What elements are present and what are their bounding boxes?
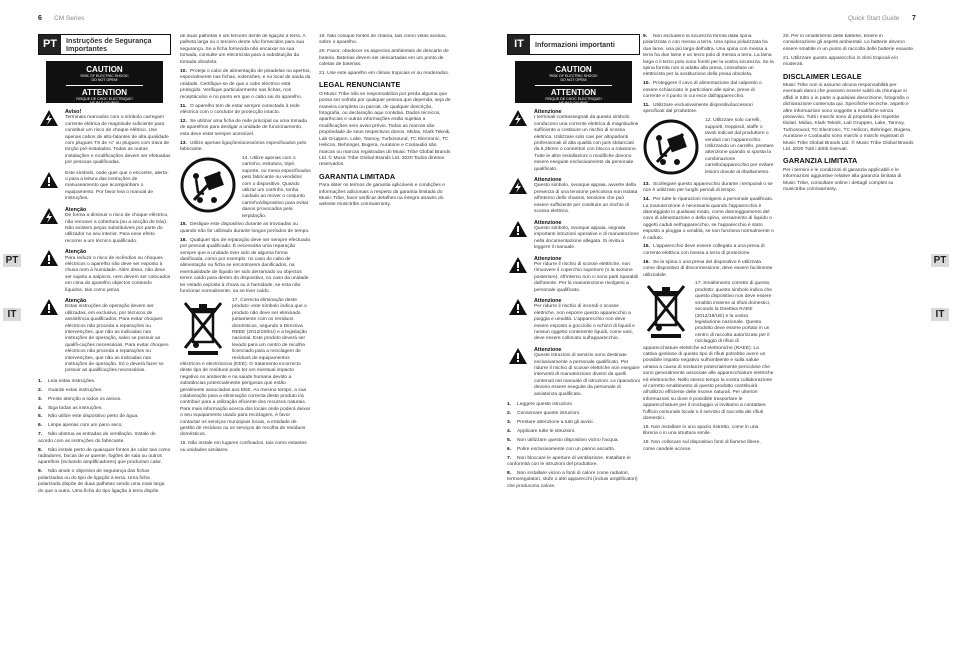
- it-column-2: [643, 34, 774, 634]
- list-item: 19. Não coloque fontes de chama, tais como velas acesas, sobre o aparelho.: [319, 34, 447, 46]
- pt-warranty-heading: GARANTIA LIMITADA: [319, 171, 396, 181]
- it-warning-3: Attenzione Questo simbolo, ovunque appaia, segnala importanti istruzioni operative e di manutenzione nella documentazione allegata. Si invita a leggere il manuale.: [507, 220, 640, 252]
- list-item: 9. Non escludere la sicurezza fornita dalla spina polarizzata o con messa a terra. Una spina polarizzata ha due lame, una più larga dell'altra. Una spina con messa a terra ha due lame e un terzo polo di messa a terra. La lama larga o il terzo polo sono forniti per la vostra sicurezza. Se la spina fornita non si adatta alla presa, consultare un elettricista per la sostituzione della presa obsoleta.: [643, 34, 774, 78]
- list-item: 15. Desligue este dispositivo durante as trovoadas ou quando não for utilizado durante longos períodos de tempo.: [180, 222, 310, 234]
- list-item: 6. Limpe apenas com um pano seco.: [38, 423, 123, 429]
- pt-caution-label: CAUTION RISK OF ELECTRIC SHOCK! DO NOT OPEN! ATTENTION RISQUE DE CHOC ELECTRIQUE! NE PAS OUVRIR!: [46, 61, 163, 103]
- lightning-triangle-icon: [507, 177, 529, 215]
- list-item: 9. Não anule o objectivo de segurança das fichas polarizadas ou do tipo de ligação à terra. Uma ficha polarizada dispõe de duas palhetas sendo uma mais larga do que a outra. Uma ficha do tipo ligação à terra dispõe: [38, 469, 165, 494]
- series-name: CM Series: [54, 15, 85, 22]
- side-tab-pt-right: PT: [931, 254, 949, 267]
- pt-column-1: [38, 34, 171, 634]
- list-item: 10. Proteggere il cavo di alimentazione dal calpestio o essere schiacciato in particolare alle spine, prese di corrente e il punto in cui esce dall'apparecchio.: [643, 81, 762, 100]
- pt-legal-text: O Music Tribe não se responsabiliza por perda alguma que possa ser sofrida por qualquer pessoa que dependa, seja de maneira completa ou parcial, de qualquer descrição, fotografia, ou declaração aqui contidas. Dados técnicos, aparências e outras informações estão sujeitas a modificações sem aviso prévio. Todas as marcas são propriedade de seus respectivos donos. Midas, Klark Teknik, Lab Gruppen, Lake, Tannoy, Turbosound, TC Electronic, TC Helicon, Behringer, Bugera, Auratone e Coolaudio são marcas ou marcas registradas do Music Tribe Global Brands Ltd. © Music Tribe Global Brands Ltd. 2020 Todos direitos reservados.: [319, 91, 451, 168]
- exclamation-triangle-icon: [38, 249, 60, 294]
- list-item: 18. Não instale em lugares confinados, tais como estantes ou unidades similares.: [180, 441, 307, 453]
- exclamation-triangle-icon: [507, 256, 529, 294]
- pt-column-3: [319, 34, 451, 634]
- lightning-triangle-icon: [38, 207, 60, 245]
- it-column-1: [507, 34, 640, 634]
- side-tab-pt-left: PT: [3, 254, 21, 267]
- it-banner: [507, 34, 640, 55]
- list-item: 20. Favor, obedecer os aspectos ambientais de descarte de bateria. Baterias devem ser descartadas em um ponto de coletas de baterias.: [319, 49, 449, 68]
- it-section-title: Informazioni importanti: [535, 39, 615, 49]
- it-warning-1: Attenzione I terminali contrassegnati da questo simbolo conducono una corrente elettrica di magnitudine sufficiente a costituire un rischio di scossa elettrica. Utilizzare solo cavi per altoparlanti professionali di alta qualità con jack sbilanciati da 6,35mm o connettori con blocco a rotazione. Tutte le altre installazioni o modifiche devono essere eseguite esclusivamente da personale qualificato.: [507, 109, 640, 173]
- exclamation-triangle-icon: [38, 298, 60, 375]
- pt-banner: [38, 34, 171, 55]
- it-warning-4: Attenzione Per ridurre il rischio di scosse elettriche, non rimuovere il coperchio superiore (o la sezione posteriore). All'interno non ci sono parti riparabili dall'utente. Per la manutenzione rivolgersi a personale qualificato.: [507, 256, 640, 294]
- page-number-left: 6: [38, 15, 42, 22]
- it-legal-text: Music Tribe non si assume alcuna responsabilità per eventuali danni che possono essere subiti da chiunque si affidi in tutto o in parte a qualsiasi descrizione, fotografia o dichiarazione contenuta qui. Specifiche tecniche, aspetti e altre informazioni sono soggette a modifiche senza preavviso. Tutti i marchi sono di proprietà dei rispettivi titolari. Midas, Klark Teknik, Lab Gruppen, Lake, Tannoy, Turbosound, TC Electronic, TC Helicon, Behringer, Bugera, Auratone e Coolaudio sono marchi o marchi registrati di Music Tribe Global Brands Ltd. © Music Tribe Global Brands Ltd. 2020 Tutti i diritti riservati.: [783, 82, 914, 152]
- pt-warning-3: Atenção De forma a diminuir o risco de choque eléctrico, não remover a cobertura (ou a secção de trás). Não existem peças substituíveis por parte do utilizador no seu interior. Para esse efeito recorrer a um técnico qualificado.: [38, 207, 171, 245]
- list-item: 2. Conservare queste istruzioni.: [507, 410, 581, 416]
- list-item: 19. Non collocare sul dispositivo fonti di fiamme libere, come candele accese.: [643, 440, 761, 452]
- pt-warning-4: Atenção Para reduzir o risco de incêndios ou choques eléctricos o aparelho não deve ser exposto à chuva nem à humidade. Além disso, não deve ser sujeito a salpicos, nem devem ser colocados em cima do aparelho objectos contendo líquidos, tais como jarras.: [38, 249, 171, 294]
- list-item: 21. Utilizzare questo apparecchio in climi tropicali e/o moderati.: [783, 55, 898, 68]
- list-item: 11. Utilizzare esclusivamente dispositivi/accessori specificati dal produttore.: [643, 103, 753, 115]
- it-column-3: [783, 34, 915, 634]
- pt-instructions-list-a: [38, 379, 171, 495]
- pt-section-title: Instruções de Segurança Importantes: [66, 35, 152, 53]
- pt-legal-heading: LEGAL RENUNCIANTE: [319, 80, 401, 90]
- it-warning-2: Attenzione Questo simbolo, ovunque appaia, avverte della presenza di una tensione pericolosa non isolata all'interno dello chassis, tensione che può essere sufficiente per costituire un rischio di scossa elettrica.: [507, 177, 640, 215]
- exclamation-triangle-icon: [38, 171, 60, 203]
- list-item: 1. Leia estas instruções.: [38, 378, 96, 384]
- list-item: 5. Não utilize este dispositivo perto de água.: [38, 414, 139, 420]
- pt-warning-2: Este símbolo, onde quer que o encontre, alerta-o para a leitura das instruções de manuseamento que acompanham o equipamento. Por favor leia o manual de instruções.: [38, 171, 171, 203]
- list-item: 7. Non bloccare le aperture di ventilazione. Installare in conformità con le istruzioni del produttore.: [507, 455, 631, 467]
- list-item: 8. Non installare vicino a fonti di calore come radiatori, termoregolatori, stufe o altri apparecchi (inclusi amplificatori) che producono calore.: [507, 470, 638, 489]
- side-tab-it-right: IT: [931, 308, 949, 321]
- it-legal-heading: DISCLAIMER LEGALE: [783, 71, 862, 81]
- list-item: 3. Prestare attenzione a tutti gli avvisi.: [507, 419, 594, 425]
- pt-item-14: 14. Utilize apenas com o carrinho, estrutura, tripé, suporte, ou mesa especificados pelo fabricante ou vendidos com o dispositivo. Quando utilizar um carrinho, tenha cuidado ao mover o conjunto carrinho/dispositivo para evitar danos provocados pela terpidação.: [180, 156, 311, 220]
- it-instructions-list-a: [507, 402, 640, 490]
- list-item: 16. Qualquer tipo de reparação deve ser sempre efectuado por pessoal qualificado. É necessária uma reparação sempre que a unidade tiver sido de alguma forma danificada, como por exemplo: no caso do cabo de alimentação ou ficha se encontrarem danificados, na eventualidade de líquido ter sido derramado ou objectos terem caído para dentro do dispositivo, no caso da unidade ter estado exposta à chuva ou à humidade, se esta não funcionar normalmente, ou se tiver caído.: [180, 237, 311, 295]
- exclamation-triangle-icon: [507, 298, 529, 343]
- it-language-tag: IT: [508, 35, 530, 54]
- lightning-triangle-icon: [507, 109, 529, 173]
- cart-tip-over-icon: [643, 118, 699, 179]
- it-warranty-heading: GARANZIA LIMITATA: [783, 156, 858, 166]
- it-warning-6: Attenzione Queste istruzioni di servizio sono destinate esclusivamente a personale qualificato. Per ridurre il rischio di scosse elettriche non eseguire interventi di manutenzione diversi da quelli contenuti nel manuale di istruzioni. Le riparazioni devono essere eseguite da personale di assistenza qualificato.: [507, 347, 640, 398]
- list-item: 6. Pulire esclusivamente con un panno asciutto.: [507, 446, 616, 452]
- it-caution-label: CAUTION RISK OF ELECTRIC SHOCK! DO NOT OPEN! ATTENTION RISQUE DE CHOC ELECTRIQUE! NE PAS OUVRIR!: [515, 61, 632, 103]
- it-warning-5: Attenzione Per ridurre il rischio di incendi o scosse elettriche, non esporre questo apparecchio a pioggia e umidità. L'apparecchio non deve essere esposto a gocciolio o schizzi di liquidi e nessun oggetto contenente liquidi, come vasi, deve essere collocato sull'apparecchio.: [507, 298, 640, 343]
- pt-item-9-continued: de duas palhetas e um terceiro dente de ligação à terra. A palheta larga ou o terceiro dente são fornecidos para sua segurança. Se a ficha fornecida não encaixar na sua tomada, consulte um electricista para a substituição da tomada obsoleta.: [180, 34, 306, 65]
- it-warranty-text: Per i termini e le condizioni di garanzia applicabili e le informazioni aggiuntive relative alla garanzia limitata di Music Tribe, consultare online i dettagli completi su musictribe.com/warranty.: [783, 167, 902, 193]
- exclamation-triangle-icon: [507, 347, 529, 398]
- page-number-right: 7: [912, 15, 916, 22]
- list-item: 2. Guarde estas instruções.: [38, 387, 103, 393]
- list-item: 7. Não obstrua as entradas de ventilação. Instale de acordo com as instruções do fabricante.: [38, 432, 156, 444]
- list-item: 15. L'apparecchio deve essere collegato a una presa di corrente elettrica con messa a terra di protezione.: [643, 244, 765, 256]
- side-tab-it-left: IT: [3, 308, 21, 321]
- list-item: 20. Per lo smaltimento delle batterie, tenere in considerazione gli aspetti ambientali. Le batterie devono essere smaltite in un punto di raccolta delle batterie esauste.: [783, 34, 915, 52]
- pt-item-17: 17. Correcta eliminação deste produto: este símbolo indica que o produto não deve ser eliminado juntamente com os resíduos domésticos, segundo a Directiva REEE (2012/19/EU) e a legislação nacional. Este produto deverá ser levado para um centro de recolha licenciado para a reciclagem de resíduos de equipamentos eléctricos e electrónicos (EEE). O tratamento incorrecto deste tipo de resíduos pode ter um eventual impacto negativo no ambiente e na saúde humana devido a substâncias potencialmente perigosas que estão geralmente associadas aos EEE. Ao mesmo tempo, a sua colaboração para a eliminação correcta deste produto irá contribuir para a utilização eficiente dos recursos naturais. Para mais informação acerca dos locais onde poderá deixar o seu equipamento usado para reciclagem, é favor contactar os serviços municipais locais, a entidade de gestão de resíduos ou os serviços de recolha de resíduos domésticos.: [180, 297, 311, 438]
- list-item: 12. Se utilizar uma ficha de rede principal ou uma tomada de aparelhos para desligar a unidade de funcionamento, esta deve estar sempre acessível.: [180, 118, 307, 137]
- pt-warranty-text: Para obter os termos de garantia aplicáveis e condições e informações adicionais a respeito da garantia limitada do Music Tribe, favor verificar detalhes na íntegra através do website musictribe.com/warranty.: [319, 183, 445, 208]
- list-item: 4. Siga todas as instruções.: [38, 405, 103, 411]
- guide-name: Quick Start Guide: [848, 15, 900, 22]
- pt-warning-1: Aviso! Terminais marcados com o símbolo carregam corrente elétrica de magnitude suficiente para constituir um risco de choque elétrico. Use apenas cabos de alto-falantes de alta qualidade com plugues TS de ¼" ou plugues com trava de torção pré-instalados. Todas as outras instalações e modificações devem ser efetuadas por pessoas qualificadas.: [38, 109, 171, 167]
- list-item: 16. Se la spina o una presa del dispositivo è utilizzata come dispositivo di disconnessione, deve essere facilmente utilizzabile.: [643, 259, 773, 278]
- crossed-bin-icon: [180, 298, 226, 359]
- list-item: 10. Proteja o cabo de alimentação de pisadelas ou apertos, especialmente nas fichas, extensões, e no local de saída da unidade. Certifique-se de que o cabo eléctrico está protegido. Verifique particularmente nas fichas, nos receptáculos e no ponto em que o cabo sai do aparelho.: [180, 69, 311, 100]
- pt-warning-5: Atenção Estas instruções de operação devem ser utilizadas, em exclusivo, por técnicos de assistência qualificados. Para evitar choques eléctricos não proceda a reparações ou intervenções, que não as indicadas nas instruções de operação, salvo se possuir as qualifi-cações necessárias. Para evitar choques eléctricos não proceda a reparações ou intervenções, que não as indicadas nas instruções de operação. Só o deverá fazer se possuir as qualificações necessárias.: [38, 298, 171, 375]
- pt-column-2: [180, 34, 311, 634]
- list-item: 3. Preste atenção a todos os avisos.: [38, 396, 122, 402]
- crossed-bin-icon: [643, 281, 689, 342]
- cart-tip-over-icon: [180, 156, 236, 217]
- list-item: 13. Utilize apenas ligações/acessórios especificados pelo fabricante.: [180, 140, 307, 152]
- list-item: 13. Scollegare questo apparecchio durante i temporali o se non è utilizzato per lunghi periodi di tempo.: [643, 181, 773, 194]
- pt-language-tag: PT: [39, 35, 61, 54]
- list-item: 21. Use este aparelho em climas tropicais e/ ou moderados.: [319, 71, 450, 77]
- exclamation-triangle-icon: [507, 220, 529, 252]
- list-item: 4. Applicare tutte le istruzioni.: [507, 428, 576, 434]
- it-item-12: 12. Utilizzare solo carrelli, supporti, treppiedi, staffe o tavoli indicati dal produttore o venduti con l'apparecchio. Utilizzando un carrello, prestare attenzione quando si sposta la combinazione carrello/apparecchio per evitare lesioni dovute al ribaltamento.: [643, 118, 774, 176]
- list-item: 14. Per tutte le riparazioni rivolgersi a personale qualificato. La manutenzione è necessaria quando l'apparecchio è danneggiato in qualsiasi modo, come danneggiamento del cavo di alimentazione o della spina, versamento di liquido o oggetti caduti nell'apparecchio, se l'apparecchio è stato esposto a pioggia o umidità, se non funziona normalmente o è caduto.: [643, 197, 774, 241]
- lightning-triangle-icon: [38, 109, 60, 167]
- list-item: 11. O aparelho tem de estar sempre conectado à rede eléctrica com o condutor de protecção intacto.: [180, 103, 300, 115]
- list-item: 5. Non utilizzare questo dispositivo vicino l'acqua.: [507, 437, 619, 443]
- list-item: 8. Não instale perto de quaisquer fontes de calor tais como radiadores, bocas de ar quente, fogões de sala ou outros aparelhos (incluindo amplificadores) que produzam calor.: [38, 447, 171, 466]
- it-item-17: 17. Smaltimento corretto di questo prodotto: questo simbolo indica che questo dispositivo non deve essere smaltito insieme ai rifiuti domestici, secondo la Direttiva RAEE (2012/19/UE) e la vostra legislazione nazionale. Questo prodotto deve essere portato in un centro di raccolta autorizzato per il riciclaggio di rifiuti di apparecchiature elettriche ed elettroniche (RAEE). La cattiva gestione di questo tipo di rifiuti potrebbe avere un possibile impatto negativo sull'ambiente e sulla salute umana a causa di sostanze potenzialmente pericolose che sono generalmente associate alle apparecchiature elettriche ed elettroniche. Nello stesso tempo la vostra collaborazione al corretto smaltimento di questo prodotto contribuirà all'utilizzo efficiente delle risorse naturali. Per ulteriori informazioni su dove è possibile trasportare le apparecchiature per il riciclaggio vi invitiamo a contattare l'ufficio comunale locale o il servizio di raccolta dei rifiuti domestici.: [643, 281, 774, 421]
- list-item: 18. Non installare in uno spazio ristretto, come in una libreria o in una struttura simile.: [643, 424, 759, 437]
- list-item: 1. Leggere queste istruzioni.: [507, 402, 574, 408]
